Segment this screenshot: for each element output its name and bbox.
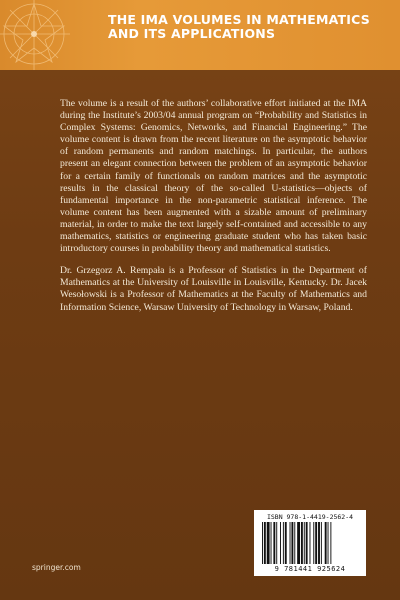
barcode-bar — [328, 522, 329, 564]
series-title-line-2: AND ITS APPLICATIONS — [108, 26, 276, 41]
barcode-bar — [297, 522, 300, 564]
barcode-bar — [318, 522, 320, 564]
isbn-barcode — [254, 510, 366, 576]
series-header-band — [0, 0, 400, 70]
barcode-bar — [273, 522, 275, 564]
barcode-bar — [330, 522, 331, 564]
barcode-bar — [276, 522, 277, 564]
barcode-bar — [325, 522, 327, 564]
barcode-bar — [290, 522, 291, 564]
barcode-bar — [267, 522, 270, 564]
barcode-bar — [310, 522, 311, 564]
barcode-bar — [291, 522, 293, 564]
series-title — [108, 13, 388, 41]
barcode-bar — [262, 522, 263, 564]
barcode-digits: 9 781441 925624 — [274, 565, 346, 573]
barcode-bars — [260, 522, 360, 564]
barcode-bar — [304, 522, 305, 564]
publisher-url: springer.com — [32, 563, 81, 572]
series-title-line-1: THE IMA VOLUMES IN MATHEMATICS — [108, 12, 370, 27]
barcode-bar — [271, 522, 272, 564]
barcode-bar — [301, 522, 303, 564]
author-bio-paragraph: Dr. Grzegorz A. Rempała is a Professor of Statistics in the Department of Mathematics at the University of Louisville in Louisville, Kentucky. Dr. Jacek Wesołowski is a Professor of Mathematics at the Faculty of Mathematics and Information Science, Warsaw University of Technology in Warsaw, Poland. — [60, 265, 367, 313]
barcode-bar — [313, 522, 314, 564]
barcode-bar — [280, 522, 281, 564]
barcode-bar — [306, 522, 308, 564]
description-paragraph: The volume is a result of the authors’ collaborative effort initiated at the IMA during the Institute’s 2003/04 annual program on “Probability and Statistics in Complex Systems: Genomics, Networks, and Financial Engineering.” The volume content is drawn from the recent literature on the asymptotic behavior of random permanents and random matchings. In particular, the authors present an elegant connection between the problem of an asymptotic behavior for a certain family of functionals on random matrices and the asymptotic results in the classical theory of the so-called U-statistics—objects of fundamental importance in the non-parametric statistical inference. The volume content has been augmented with a sizable amount of preliminary material, in order to make the text largely self-contained and accessible to any mathematics, statistics or engineering graduate student who has taken basic introductory courses in probability theory and mathematical statistics. — [60, 98, 367, 255]
barcode-bar — [264, 522, 266, 564]
barcode-bar — [283, 522, 284, 564]
barcode-bar — [321, 522, 322, 564]
star-ornament-icon — [0, 0, 110, 90]
barcode-bar — [315, 522, 317, 564]
book-description — [60, 98, 367, 324]
barcode-bar — [294, 522, 295, 564]
barcode-bar — [285, 522, 287, 564]
isbn-label: ISBN 978-1-4419-2562-4 — [266, 513, 354, 521]
